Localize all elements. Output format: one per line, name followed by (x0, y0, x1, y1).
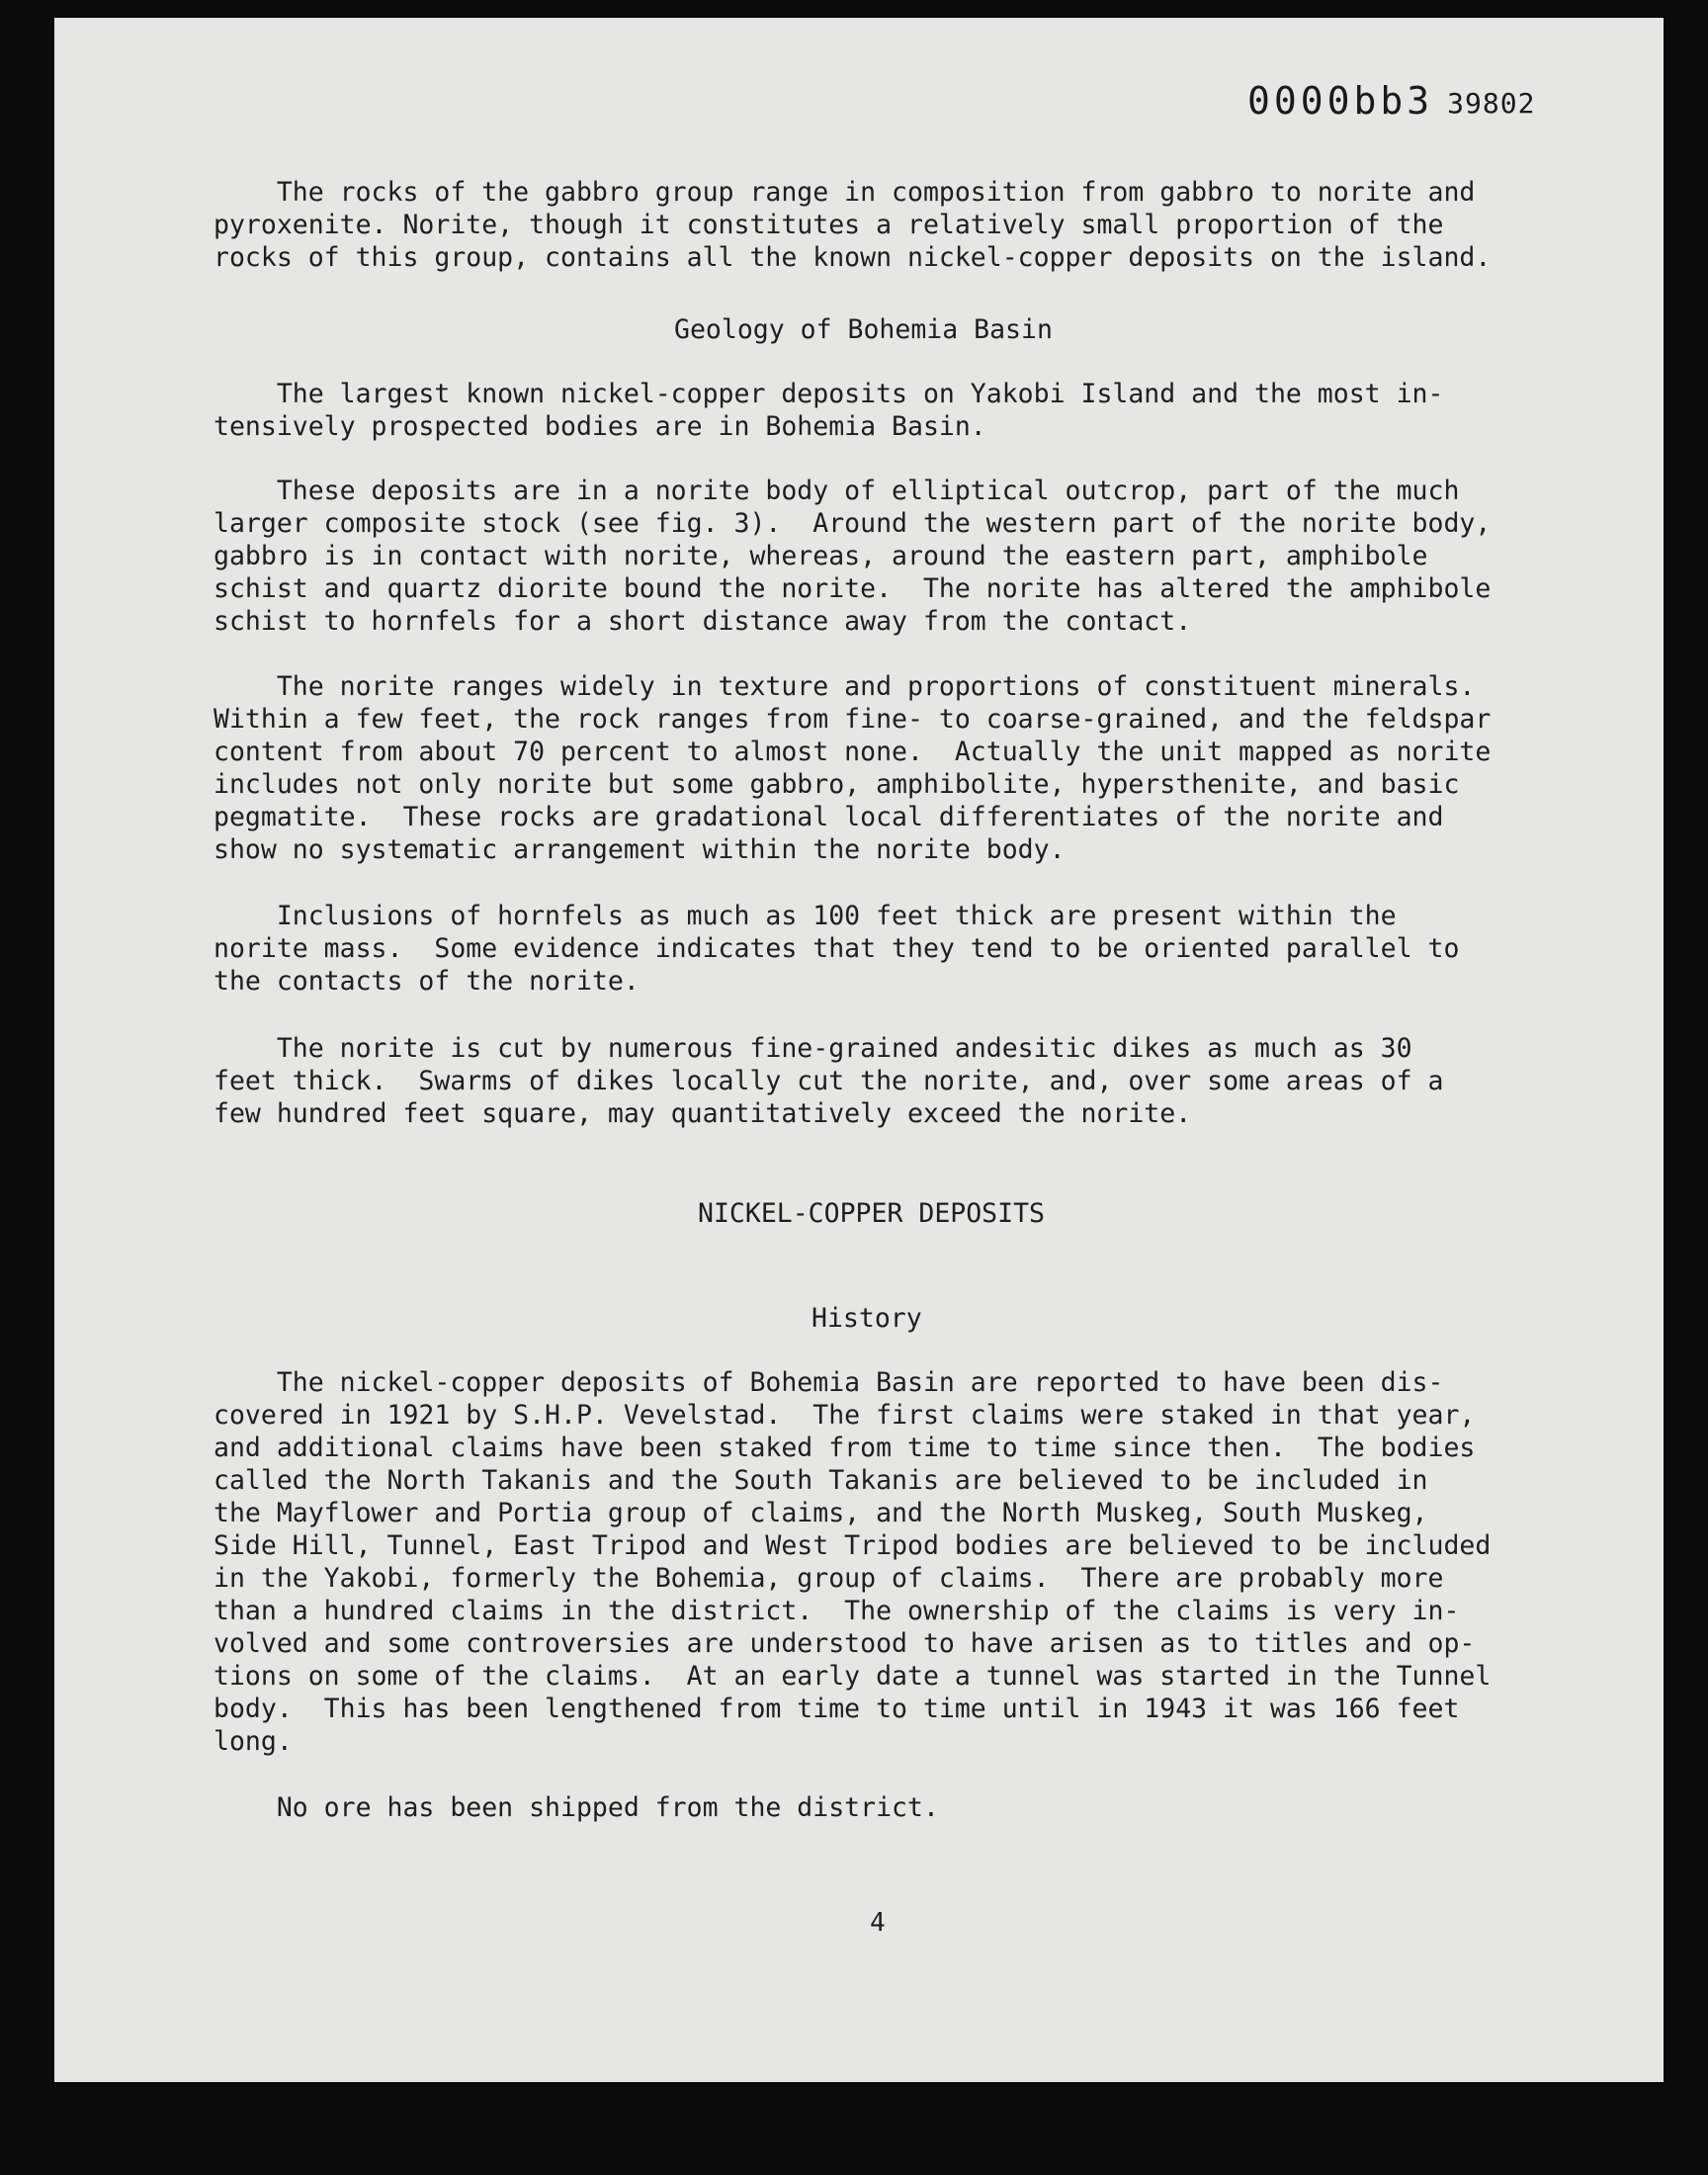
paragraph-history: The nickel-copper deposits of Bohemia Basin are reported to have been dis- covered in 1921 by S.H.P. Vevelstad. The first claims were staked in that year, and additional claims have been staked from time to time since then. The bodies called the North Takanis and the South Takanis are believed to be included in the Mayflower and Portia group of claims, and the North Muskeg, South Muskeg, Side Hill, Tunnel, East Tripod and West Tripod bodies are believed to be included in the Yakobi, formerly the Bohemia, group of claims. There are probably more than a hundred claims in the district. The ownership of the claims is very in- volved and some controversies are understood to have arisen as to titles and op- tions on some of the claims. At an early date a tunnel was started in the Tunnel body. This has been lengthened from time to time until in 1943 it was 166 feet long. (214, 1367, 1492, 1757)
ref-number: 39802 (1447, 87, 1536, 120)
heading-history: History (811, 1303, 922, 1334)
paragraph-norite-body: These deposits are in a norite body of elliptical outcrop, part of the much larger composite stock (see fig. 3). Around the western part of the norite body, gabbro is in contact with norite, whereas, around the eastern part, amphibole schist and quartz diorite bound the norite. The norite has altered the amphibole schist to hornfels for a short distance away from the contact. (214, 476, 1492, 637)
paragraph-dikes: The norite is cut by numerous fine-grained andesitic dikes as much as 30 feet thick. Swarms of dikes locally cut the norite, and, over some areas of a few hundred feet square, may quantitatively exceed the norite. (214, 1033, 1444, 1129)
doc-number: 0000bb3 (1247, 79, 1434, 123)
paragraph-largest-deposits: The largest known nickel-copper deposits on Yakobi Island and the most in- tensively prospected bodies are in Bohemia Basin. (214, 379, 1444, 442)
paragraph-no-ore: No ore has been shipped from the district. (214, 1792, 939, 1823)
heading-geology: Geology of Bohemia Basin (674, 314, 1053, 345)
heading-nickel-copper-deposits: NICKEL-COPPER DEPOSITS (698, 1198, 1045, 1229)
paragraph-norite-texture: The norite ranges widely in texture and proportions of constituent minerals. Within a few feet, the rock ranges from fine- to coarse-grained, and the feldspar content from about 70 percent to almost none. Actually the unit mapped as norite includes not only norite but some gabbro, amphibolite, hypersthenite, and basic pegmatite. These rocks are gradational local differentiates of the norite and show no systematic arrangement within the norite body. (214, 671, 1492, 865)
paragraph-gabbro-group: The rocks of the gabbro group range in composition from gabbro to norite and pyroxenite. Norite, though it constitutes a relatively small proportion of the rocks of this group, contains all the known nickel-copper deposits on the island. (214, 177, 1492, 273)
document-number (1247, 79, 1535, 123)
paragraph-inclusions: Inclusions of hornfels as much as 100 feet thick are present within the norite mass. Some evidence indicates that they tend to be oriented parallel to the contacts of the norite. (214, 901, 1460, 997)
page-number: 4 (870, 1908, 886, 1938)
